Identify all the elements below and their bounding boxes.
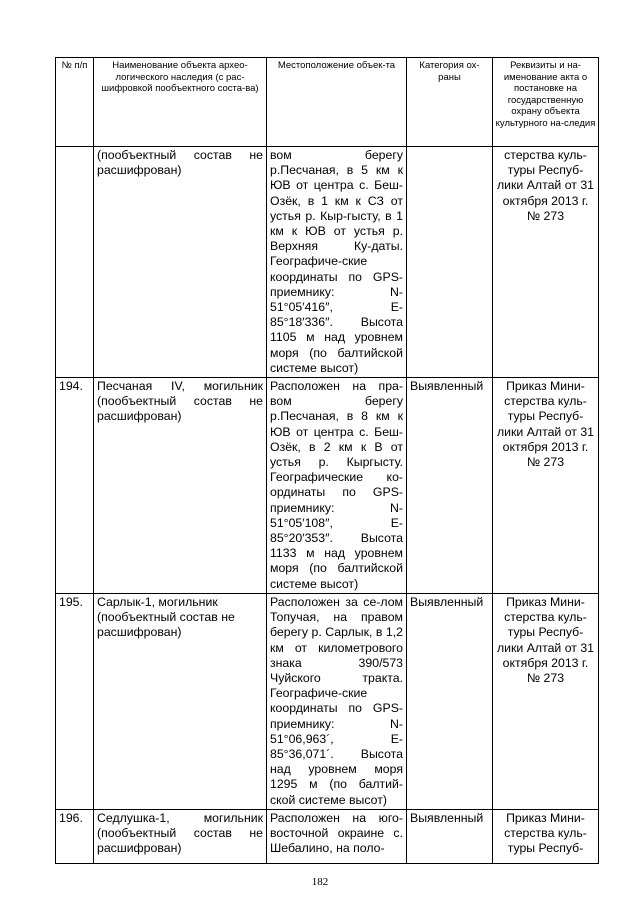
row-number [56,147,94,378]
table-row [56,809,599,863]
act-details: Приказ Мини-стерства куль-туры Респуб- [493,809,599,863]
row-number: 194. [56,378,94,594]
header-object-name: Наименование объекта архео-логического наследия (с рас-шифровкой пообъектного соста-ва) [94,58,267,147]
protection-category [407,147,493,378]
object-location: Расположен на юго-восточной окраине с. Шебалино, на поло- [267,809,407,863]
object-name: Сарлык-1, могильник (пообъектный состав не расшифрован) [94,593,267,809]
row-number: 195. [56,593,94,809]
header-protection-category: Категория ох-раны [407,58,493,147]
object-name: (пообъектный состав не расшифрован) [94,147,267,378]
act-details: Приказ Мини-стерства куль-туры Респуб-лики Алтай от 31 октября 2013 г. № 273 [493,378,599,594]
table-row [56,147,599,378]
table-row [56,593,599,809]
header-act-details: Реквизиты и на-именование акта о постановке на государственную охрану объекта культурного на-следия [493,58,599,147]
act-details: Приказ Мини-стерства куль-туры Респуб-лики Алтай от 31 октября 2013 г. № 273 [493,593,599,809]
act-details: стерства куль-туры Респуб-лики Алтай от 31 октября 2013 г. № 273 [493,147,599,378]
row-number: 196. [56,809,94,863]
header-location: Местоположение объек-та [267,58,407,147]
object-name: Песчаная IV, могильник (пообъектный состав не расшифрован) [94,378,267,594]
protection-category: Выявленный [407,378,493,594]
object-location: Расположен на пра-вом берегу р.Песчаная, в 8 км к ЮВ от центра с. Беш-Озёк, в 2 км к В от устья р. Кыргысту. Географические ко-ординаты по GPS-приемнику: N-51°05′108″, E-85°20′353″. Высота 1133 м над уровнем моря (по балтийской системе высот) [267,378,407,594]
heritage-register-table [55,57,599,864]
protection-category: Выявленный [407,593,493,809]
table-header-row [56,58,599,147]
header-number: № п/п [56,58,94,147]
object-location: вом берегу р.Песчаная, в 5 км к ЮВ от центра с. Беш-Озёк, в 1 км к СЗ от устья р. Кыр-гысту, в 1 км к ЮВ от устья р. Верхняя Ку-даты. Географиче-ские координаты по GPS-приемнику: N-51°05′416″, E-85°18′336″. Высота 1105 м над уровнем моря (по балтийской системе высот) [267,147,407,378]
object-location: Расположен за се-лом Топучая, на правом берегу р. Сарлык, в 1,2 км от километрового знака 390/573 Чуйского тракта. Географиче-ские координаты по GPS-приемнику: N-51°06,963´, E-85°36,071´. Высота над уровнем моря 1295 м (по балтий-ской системе высот) [267,593,407,809]
page-number: 182 [311,876,329,888]
object-name: Седлушка-1, могильник (пообъектный состав не расшифрован) [94,809,267,863]
protection-category: Выявленный [407,809,493,863]
table-row [56,378,599,594]
